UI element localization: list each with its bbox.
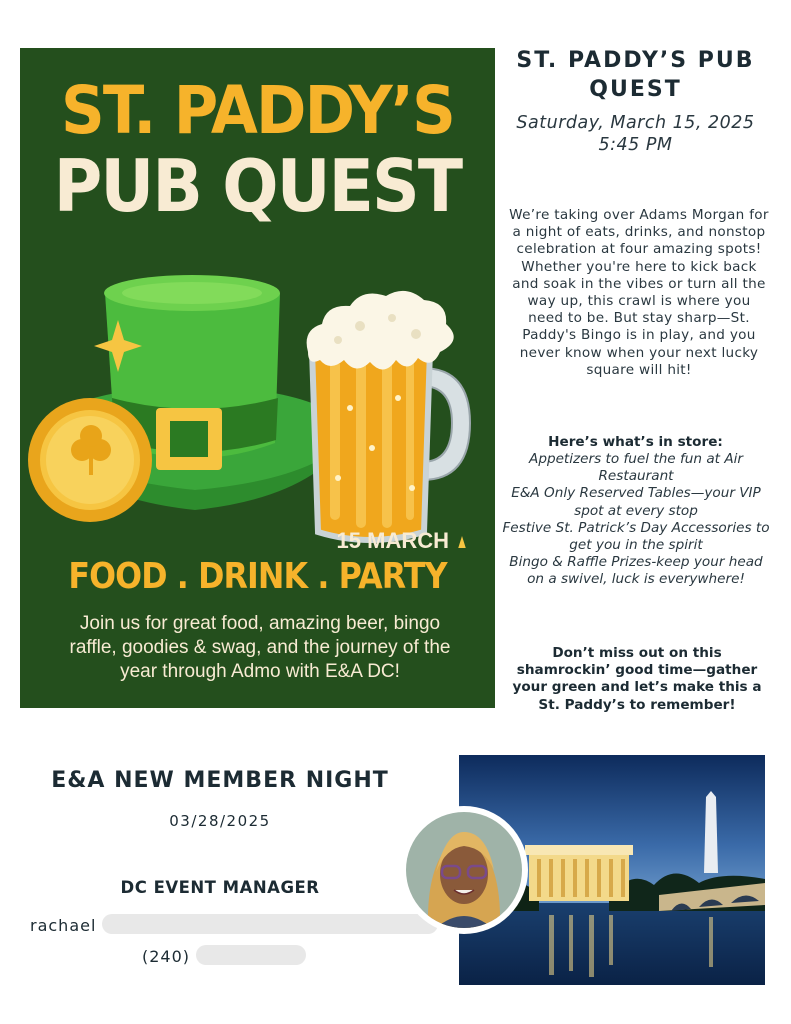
monument — [704, 791, 718, 873]
memorial-building — [529, 853, 629, 901]
list-item: E&A Only Reserved Tables—your VIP spot at every stop — [511, 485, 761, 519]
hat-coin-beer-illustration — [20, 248, 495, 548]
poster-date: 15 MARCH — [336, 528, 449, 553]
event-poster — [20, 48, 495, 708]
email-redaction — [102, 914, 438, 934]
list-item: Festive St. Patrick’s Day Accessories to get you in the spirit — [502, 519, 770, 554]
new-member-date: 03/28/2025 — [169, 812, 271, 830]
closing-text: Don’t miss out on this shamrockin’ good time—gather your green and let’s make this a St. Paddy’s to remember! — [512, 645, 762, 713]
event-date: Saturday, March 15, 2025 — [516, 113, 755, 133]
list-item: Bingo & Raffle Prizes-keep your head on a swivel, luck is everywhere! — [509, 554, 763, 588]
new-member-title: E&A NEW MEMBER NIGHT — [51, 768, 389, 793]
manager-phone[interactable]: (240) — [142, 947, 191, 966]
poster-title-line2: PUB QUEST — [53, 144, 462, 228]
poster-blurb: Join us for great food, amazing beer, bingo raffle, goodies & swag, and the journey of the year through Admo with E&A DC! — [69, 613, 451, 682]
event-time: 5:45 PM — [598, 135, 673, 155]
manager-title: DC EVENT MANAGER — [120, 878, 320, 897]
manager-email[interactable]: rachael — [30, 916, 97, 935]
avatar — [406, 812, 522, 928]
store-heading: Here’s what’s in store: — [548, 434, 723, 450]
poster-tagline: FOOD . DRINK . PARTY — [68, 556, 447, 597]
poster-title-line1: ST. PADDY’S — [61, 72, 454, 149]
event-datetime — [500, 112, 771, 156]
event-description: We’re taking over Adams Morgan for a night of eats, drinks, and nonstop celebration at four amazing spots! Whether you're here to kick back and soak in the vibes or turn all the way up, this crawl is where you need to be. But stay sharp—St. Paddy's Bingo is in play, and you never know when your next lucky square will hit! — [509, 207, 769, 378]
list-item: Appetizers to fuel the fun at Air Restaurant — [529, 451, 743, 485]
event-title: ST. PADDY’S PUB QUEST — [516, 48, 755, 102]
beer-mug — [307, 291, 470, 540]
phone-redaction — [196, 945, 306, 965]
store-list — [502, 451, 770, 589]
